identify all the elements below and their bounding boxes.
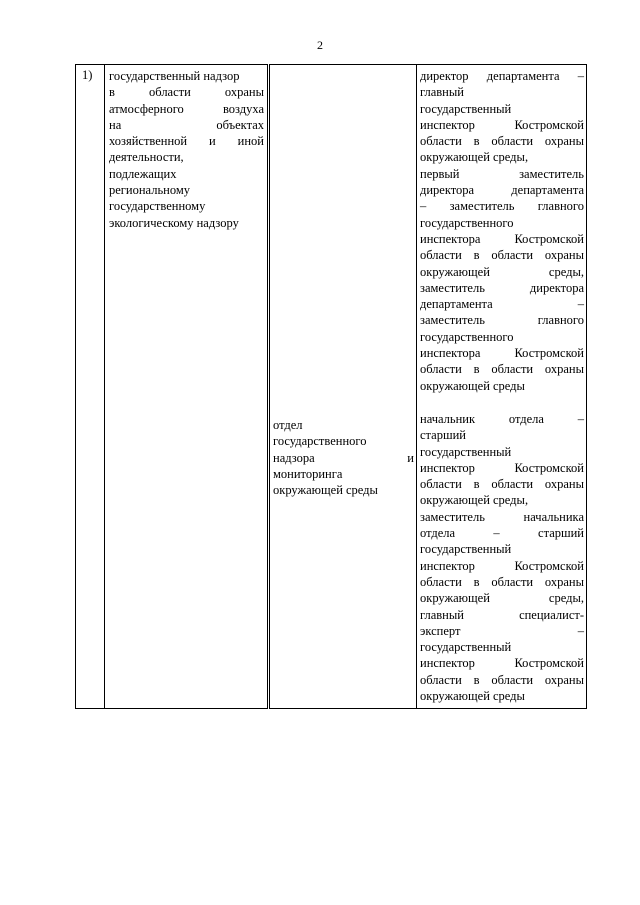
positions-cell: [417, 65, 587, 709]
position-line: инспектора Костромской: [420, 231, 584, 246]
unit-line: государственного: [273, 434, 367, 449]
row-number: 1): [76, 65, 105, 709]
position-line: главный специалист-: [420, 607, 584, 622]
supervision-area-line: хозяйственной и иной: [109, 134, 264, 149]
position-line: области в области охраны: [420, 362, 584, 377]
position-line: государственный: [420, 444, 512, 459]
position-line: первый заместитель: [420, 166, 584, 181]
supervision-area-line: государственному: [109, 199, 206, 214]
position-line: области в области охраны: [420, 248, 584, 263]
supervision-area-line: государственный надзор: [109, 69, 240, 83]
department-unit-text: [270, 65, 416, 498]
position-line: окружающей среды: [420, 378, 525, 393]
position-line: заместитель директора: [420, 280, 584, 295]
supervision-area-line: деятельности,: [109, 150, 184, 165]
position-line: государственный: [420, 640, 512, 655]
supervision-area-line: подлежащих: [109, 166, 177, 181]
position-line: государственного: [420, 329, 514, 344]
position-line: инспектор Костромской: [420, 460, 584, 475]
position-line: окружающей среды,: [420, 264, 584, 279]
position-line: главный: [420, 85, 464, 100]
position-line: эксперт –: [420, 623, 584, 638]
unit-line: надзора и: [273, 450, 414, 465]
position-line: окружающей среды: [420, 688, 525, 703]
position-line: инспектор Костромской: [420, 117, 584, 132]
position-line: старший: [420, 428, 466, 443]
position-line: директор департамента –: [420, 69, 584, 83]
position-line: директора департамента: [420, 183, 584, 198]
position-line: инспектор Костромской: [420, 656, 584, 671]
positions-block-department: [417, 65, 586, 394]
supervision-area-line: в области охраны: [109, 85, 264, 100]
table-row: [76, 65, 587, 709]
position-line: области в области охраны: [420, 574, 584, 589]
supervision-area-text: [105, 65, 267, 231]
unit-line: окружающей среды: [273, 483, 378, 498]
position-line: государственный: [420, 542, 512, 557]
position-line: окружающей среды,: [420, 493, 529, 508]
position-line: окружающей среды,: [420, 591, 584, 606]
unit-line: отдел: [273, 418, 303, 432]
supervision-area-line: атмосферного воздуха: [109, 101, 264, 116]
positions-block-unit: [417, 394, 586, 708]
position-line: начальник отдела –: [420, 411, 584, 426]
position-line: департамента –: [420, 297, 584, 312]
position-line: заместитель начальника: [420, 509, 584, 524]
supervision-area-cell: [105, 65, 269, 709]
page-number: 2: [317, 38, 323, 52]
position-line: инспектора Костромской: [420, 346, 584, 361]
position-line: государственного: [420, 215, 514, 230]
position-line: инспектор Костромской: [420, 558, 584, 573]
position-line: отдела – старший: [420, 526, 584, 541]
position-line: – заместитель главного: [420, 199, 584, 214]
unit-line: мониторинга: [273, 466, 343, 481]
supervision-area-line: на объектах: [109, 117, 264, 132]
position-line: государственный: [420, 101, 512, 116]
position-line: окружающей среды,: [420, 150, 529, 165]
position-line: области в области охраны: [420, 672, 584, 687]
position-line: области в области охраны: [420, 477, 584, 492]
supervision-table: [75, 64, 587, 709]
supervision-area-line: экологическому надзору: [109, 215, 239, 230]
supervision-area-line: региональному: [109, 183, 191, 198]
position-line: области в области охраны: [420, 134, 584, 149]
position-line: заместитель главного: [420, 313, 584, 328]
department-unit-cell: [269, 65, 417, 709]
